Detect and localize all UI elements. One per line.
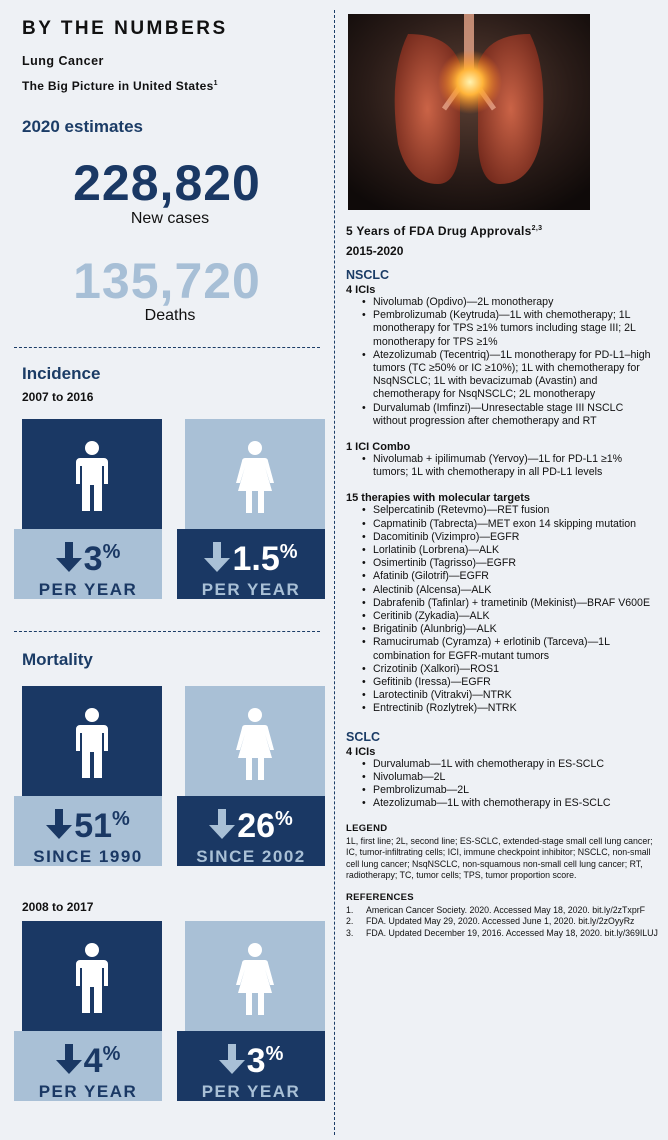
incidence-male-unit: PER YEAR — [38, 580, 138, 599]
right-column — [346, 14, 658, 940]
mortality-female-2-unit: PER YEAR — [201, 1082, 301, 1101]
estimates-label: 2020 estimates — [22, 117, 143, 136]
list-item: • Dacomitinib (Vizimpro)—EGFR — [362, 531, 658, 544]
mortality-male-stat: 51% SINCE 1990 — [14, 796, 162, 866]
male-figure-icon — [75, 943, 109, 1015]
down-arrow-icon — [219, 1044, 245, 1074]
list-item: • Nivolumab (Opdivo)—2L monotherapy — [362, 296, 658, 309]
approvals-years: 2015-2020 — [346, 244, 404, 258]
references-heading: REFERENCES — [346, 891, 414, 903]
mortality-female-2-stat: 3% PER YEAR — [177, 1031, 325, 1101]
list-item: • Atezolizumab (Tecentriq)—1L monotherapy for PD-L1–high tumors (TC ≥50% or IC ≥10%); 1L with chemotherapy for NsqNSCLC; 1L with bevacizumab (Avastin) and chemotherapy for NsqNSCLC; 2L monotherapy — [362, 349, 658, 402]
nsclc-ici-heading: 4 ICIs — [346, 284, 376, 296]
reference-marker: 2,3 — [531, 225, 543, 232]
nsclc-ici-list — [362, 296, 658, 428]
incidence-period: 2007 to 2016 — [22, 390, 94, 404]
reference-item: 2. FDA. Updated May 29, 2020. Accessed June 1, 2020. bit.ly/2zOyyRz — [346, 916, 635, 927]
legend-text: 1L, first line; 2L, second line; ES-SCLC, extended-stage small cell lung cancer; IC, tumor-infiltrating cells; ICI, immune checkpoint inhibitor; NSCLC, non-small cell lung cancer; NsqNSCLC, non-squamous non-small cell lung cancer; RT, radiotherapy; TC, tumor cells; TPS, tumor proportion score. — [346, 835, 653, 881]
approvals-title: 5 Years of FDA Drug Approvals$^{2,3}$ — [346, 224, 543, 238]
section-divider — [14, 631, 320, 632]
mortality-male-2-unit: PER YEAR — [38, 1082, 138, 1101]
mortality-male-card — [22, 686, 162, 866]
reference-marker: 1 — [213, 80, 218, 87]
nsclc-targeted-list — [362, 504, 658, 715]
list-item: • Afatinib (Gilotrif)—EGFR — [362, 570, 658, 583]
page-subtitle: Lung Cancer — [22, 54, 104, 68]
mortality-female-card — [185, 686, 325, 866]
female-figure-icon — [235, 943, 275, 1015]
list-item: • Brigatinib (Alunbrig)—ALK — [362, 623, 658, 636]
female-figure-icon — [235, 441, 275, 513]
new-cases-value: 228,820 — [73, 155, 261, 211]
mortality-male-unit: SINCE 1990 — [33, 847, 143, 866]
list-item: • Capmatinib (Tabrecta)—MET exon 14 skipping mutation — [362, 518, 658, 531]
mortality-male-2-stat: 4% PER YEAR — [14, 1031, 162, 1101]
sclc-ici-list — [362, 758, 658, 811]
list-item: • Nivolumab—2L — [362, 771, 658, 784]
references-list — [346, 905, 658, 940]
lung-illustration — [348, 14, 590, 210]
list-item: • Larotectinib (Vitrakvi)—NTRK — [362, 689, 658, 702]
incidence-female-unit: PER YEAR — [201, 580, 301, 599]
page-subtitle-2: The Big Picture in United States$^1$ — [22, 79, 218, 93]
reference-item: 1. American Cancer Society. 2020. Accessed May 18, 2020. bit.ly/2zTxprF — [346, 904, 646, 915]
list-item: • Pembrolizumab—2L — [362, 784, 658, 797]
deaths-label: Deaths — [144, 307, 196, 324]
reference-item: 3. FDA. Updated December 19, 2016. Accessed May 18, 2020. bit.ly/369ILUJ — [346, 928, 658, 939]
sclc-ici-heading: 4 ICIs — [346, 745, 376, 758]
down-arrow-icon — [209, 809, 235, 839]
list-item: • Selpercatinib (Retevmo)—RET fusion — [362, 504, 658, 517]
mortality-female-2-card — [185, 921, 325, 1101]
list-item: • Durvalumab (Imfinzi)—Unresectable stage III NSCLC without progression after chemotherapy and RT — [362, 402, 658, 428]
nsclc-combo-heading: 1 ICI Combo — [346, 441, 411, 454]
legend-heading: LEGEND — [346, 822, 388, 834]
list-item: • Entrectinib (Rozlytrek)—NTRK — [362, 702, 658, 715]
list-item: • Ramucirumab (Cyramza) + erlotinib (Tarceva)—1L combination for EGFR-mutant tumors — [362, 636, 658, 662]
male-figure-icon — [75, 441, 109, 513]
down-arrow-icon — [56, 542, 82, 572]
sclc-heading: SCLC — [346, 729, 381, 744]
mortality-male-2-card — [22, 921, 162, 1101]
incidence-male-stat: 3% PER YEAR — [14, 529, 162, 599]
list-item: • Alectinib (Alcensa)—ALK — [362, 584, 658, 597]
list-item: • Dabrafenib (Tafinlar) + trametinib (Mekinist)—BRAF V600E — [362, 597, 658, 610]
down-arrow-icon — [46, 809, 72, 839]
down-arrow-icon — [56, 1044, 82, 1074]
incidence-male-card — [22, 419, 162, 599]
incidence-female-stat: 1.5% PER YEAR — [177, 529, 325, 599]
list-item: • Atezolizumab—1L with chemotherapy in ES-SCLC — [362, 797, 658, 810]
mortality-period: 2008 to 2017 — [22, 900, 94, 914]
column-divider — [334, 10, 335, 1135]
female-figure-icon — [235, 708, 275, 780]
list-item: • Pembrolizumab (Keytruda)—1L with chemotherapy; 1L monotherapy for TPS ≥1% tumors including stage III; 2L monotherapy for TPS ≥1% — [362, 309, 658, 349]
section-divider — [14, 347, 320, 348]
mortality-female-stat: 26% SINCE 2002 — [177, 796, 325, 866]
nsclc-combo-list — [362, 453, 658, 479]
nsclc-heading: NSCLC — [346, 268, 390, 282]
mortality-female-unit: SINCE 2002 — [196, 847, 306, 866]
nsclc-targeted-heading: 15 therapies with molecular targets — [346, 492, 531, 505]
incidence-female-card — [185, 419, 325, 599]
list-item: • Ceritinib (Zykadia)—ALK — [362, 610, 658, 623]
list-item: • Durvalumab—1L with chemotherapy in ES-SCLC — [362, 758, 658, 771]
list-item: • Lorlatinib (Lorbrena)—ALK — [362, 544, 658, 557]
down-arrow-icon — [204, 542, 230, 572]
deaths-value: 135,720 — [73, 253, 261, 309]
list-item: • Gefitinib (Iressa)—EGFR — [362, 676, 658, 689]
list-item: • Crizotinib (Xalkori)—ROS1 — [362, 663, 658, 676]
list-item: • Osimertinib (Tagrisso)—EGFR — [362, 557, 658, 570]
page-title: BY THE NUMBERS — [22, 18, 228, 39]
mortality-title: Mortality — [22, 650, 93, 669]
male-figure-icon — [75, 708, 109, 780]
incidence-title: Incidence — [22, 364, 101, 383]
new-cases-label: New cases — [130, 210, 210, 227]
list-item: • Nivolumab + ipilimumab (Yervoy)—1L for PD-L1 ≥1% tumors; 1L with chemotherapy in all PD-L1 levels — [362, 453, 658, 479]
